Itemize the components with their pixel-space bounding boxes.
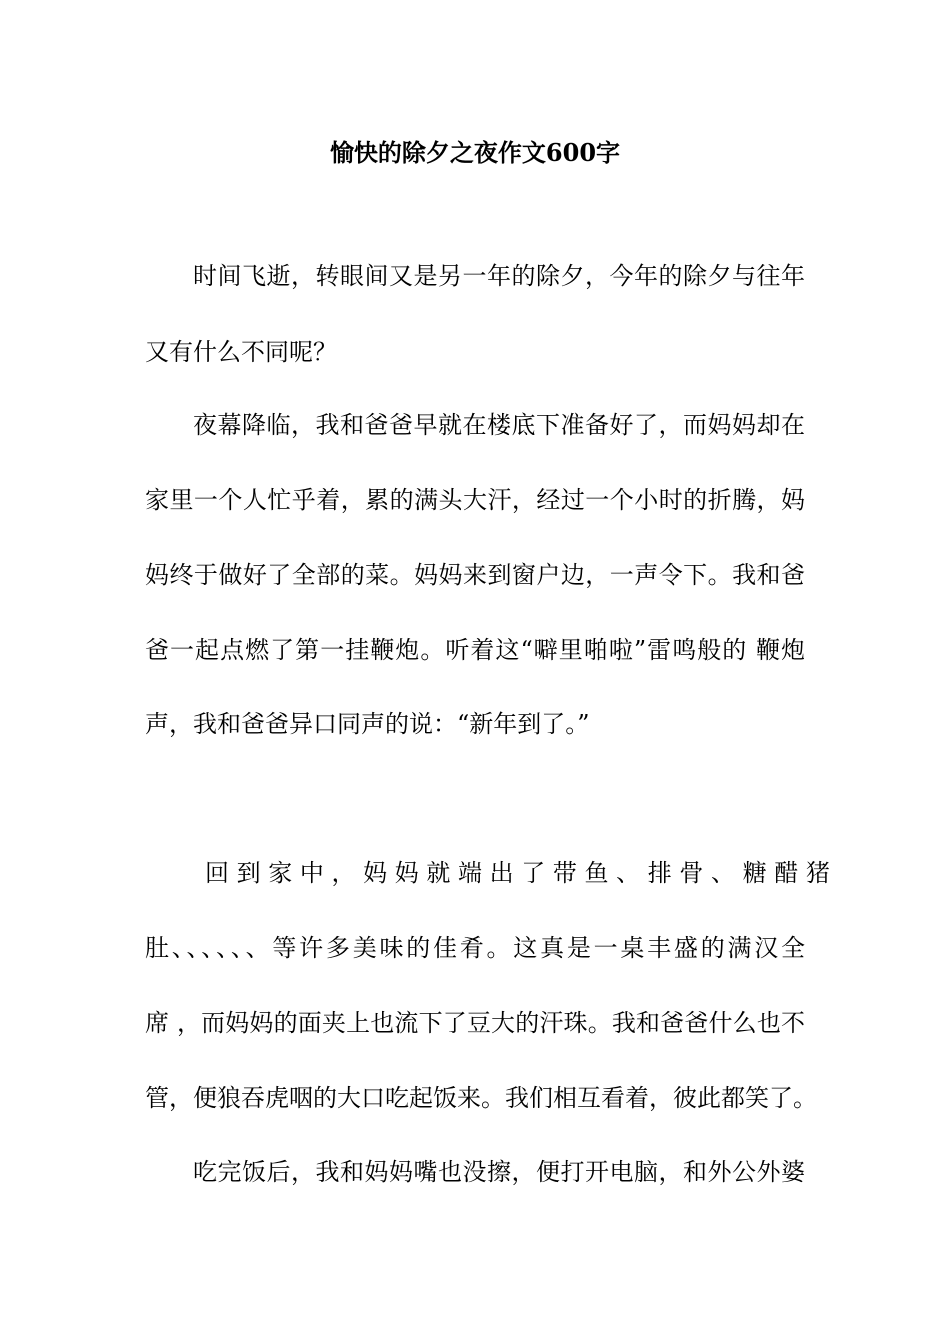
paragraph-line: 回 到 家 中 ， 妈 妈 就 端 出 了 带 鱼 、 排 骨 、 糖 醋 猪: [205, 859, 830, 887]
paragraph-line: 时间飞逝，转眼间又是另一年的除夕，今年的除夕与往年: [193, 262, 805, 290]
paragraph-line: 吃完饭后，我和妈妈嘴也没擦，便打开电脑，和外公外婆: [193, 1158, 805, 1186]
paragraph-line: 夜幕降临，我和爸爸早就在楼底下准备好了，而妈妈却在: [193, 411, 805, 439]
paragraph-line: 肚、、、、、、等许多美味的佳肴。这真是一桌丰盛的满汉全: [145, 934, 805, 962]
paragraph-line: 席 ，而妈妈的面夹上也流下了豆大的汗珠。我和爸爸什么也不: [145, 1009, 805, 1037]
paragraph-line: 声，我和爸爸异口同声的说：“新年到了。”: [145, 710, 590, 738]
paragraph-line: 妈终于做好了全部的菜。妈妈来到窗户边，一声令下。我和爸: [145, 561, 805, 589]
paragraph-line: 家里一个人忙乎着，累的满头大汗，经过一个小时的折腾，妈: [145, 486, 805, 514]
paragraph-line: 爸一起点燃了第一挂鞭炮。听着这“噼里啪啦”雷鸣般的 鞭炮: [145, 636, 805, 664]
paragraph-line: 管，便狼吞虎咽的大口吃起饭来。我们相互看着，彼此都笑了。: [145, 1084, 817, 1112]
paragraph-line: 又有什么不同呢？: [145, 338, 337, 366]
document-title: 愉快的除夕之夜作文600字: [329, 138, 621, 167]
